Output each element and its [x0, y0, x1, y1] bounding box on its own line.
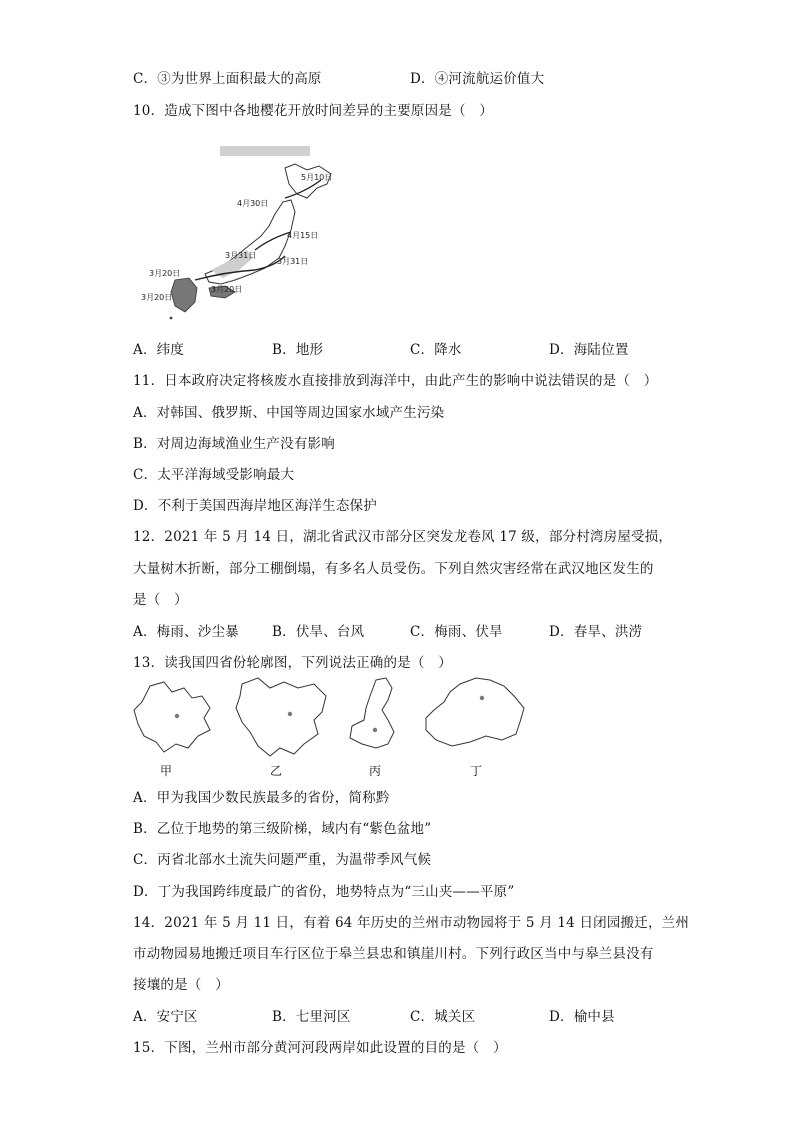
- q10-stem: 10．造成下图中各地樱花开放时间差异的主要原因是（ ）: [133, 103, 494, 119]
- q12-option-a: A．梅雨、沙尘暴: [133, 624, 239, 640]
- map-label: 4月30日: [237, 199, 269, 208]
- map-label: 3月31日: [225, 251, 257, 260]
- island-dot: [170, 317, 173, 320]
- capital-dot: [175, 714, 179, 718]
- q10-option-c: C．降水: [410, 342, 462, 358]
- q11-option-a: A．对韩国、俄罗斯、中国等周边国家水域产生污染: [133, 405, 445, 421]
- map-label: 3月20日: [141, 293, 173, 302]
- q14-option-d: D．榆中县: [549, 1009, 615, 1025]
- q14-option-a: A．安宁区: [133, 1009, 198, 1025]
- map-label: 3月20日: [211, 285, 243, 294]
- q14-stem-line: 14．2021 年 5 月 11 日，有着 64 年历史的兰州市动物园将于 5 月 14 日闭园搬迁，兰州: [133, 915, 690, 931]
- q13-option-b: B．乙位于地势的第三级阶梯，域内有“紫色盆地”: [133, 821, 432, 837]
- q14-stem-line: 市动物园易地搬迁项目车行区位于皋兰县忠和镇崖川村。下列行政区当中与皋兰县没有: [133, 946, 654, 962]
- q14-option-c: C．城关区: [410, 1009, 476, 1025]
- q14-stem-line: 接壤的是（ ）: [133, 977, 229, 993]
- q12-option-b: B．伏旱、台风: [272, 624, 365, 640]
- q12-option-c: C．梅雨、伏旱: [410, 624, 503, 640]
- q11-stem: 11．日本政府决定将核废水直接排放到海洋中，由此产生的影响中说法错误的是（ ）: [133, 373, 658, 389]
- q11-option-b: B．对周边海域渔业生产没有影响: [133, 436, 335, 452]
- map-title-blur: [220, 146, 310, 156]
- q10-option-a: A．纬度: [133, 342, 185, 358]
- q15-stem: 15．下图，兰州市部分黄河河段两岸如此设置的目的是（ ）: [133, 1040, 507, 1056]
- q14-option-b: B．七里河区: [272, 1009, 351, 1025]
- q11-option-c: C．太平洋海域受影响最大: [133, 467, 295, 483]
- capital-dot: [480, 696, 484, 700]
- province-label-ding: 丁: [470, 764, 483, 778]
- map-label: 3月20日: [149, 269, 181, 278]
- q9-option-d: D．④河流航运价值大: [410, 71, 545, 87]
- province-label-jia: 甲: [160, 764, 173, 778]
- province-label-yi: 乙: [270, 764, 283, 778]
- province-outlines: [130, 674, 530, 764]
- q12-stem-line: 大量树木折断，部分工棚倒塌，有多名人员受伤。下列自然灾害经常在武汉地区发生的: [133, 561, 654, 577]
- map-label: 5月10日: [301, 173, 333, 182]
- kyushu-outline: [171, 278, 197, 312]
- q13-option-c: C．丙省北部水土流失问题严重，为温带季风气候: [133, 852, 432, 868]
- province-yi-outline: [236, 678, 326, 756]
- q13-stem: 13．读我国四省份轮廓图，下列说法正确的是（ ）: [133, 655, 452, 671]
- q12-stem-line: 是（ ）: [133, 592, 188, 608]
- q13-option-a: A．甲为我国少数民族最多的省份，简称黔: [133, 790, 390, 806]
- q11-option-d: D．不利于美国西海岸地区海洋生态保护: [133, 498, 377, 514]
- province-jia-outline: [134, 682, 210, 752]
- capital-dot: [373, 728, 377, 732]
- province-label-bing: 丙: [369, 764, 382, 778]
- q12-stem-line: 12．2021 年 5 月 14 日，湖北省武汉市部分区突发龙卷风 17 级，部分村湾房屋受损，: [133, 529, 673, 545]
- japan-sakura-map: [135, 140, 365, 320]
- province-bing-outline: [350, 678, 394, 748]
- isochrone-line-2: [255, 232, 291, 250]
- map-label: 4月15日: [287, 231, 319, 240]
- q12-option-d: D．春旱、洪涝: [549, 624, 643, 640]
- capital-dot: [288, 712, 292, 716]
- q9-option-c: C．③为世界上面积最大的高原: [133, 71, 322, 87]
- province-ding-outline: [426, 678, 524, 746]
- q13-option-d: D．丁为我国跨纬度最广的省份，地势特点为“三山夹——平原”: [133, 884, 515, 900]
- q10-option-d: D．海陆位置: [549, 342, 629, 358]
- map-label: 3月31日: [277, 257, 309, 266]
- q10-option-b: B．地形: [272, 342, 324, 358]
